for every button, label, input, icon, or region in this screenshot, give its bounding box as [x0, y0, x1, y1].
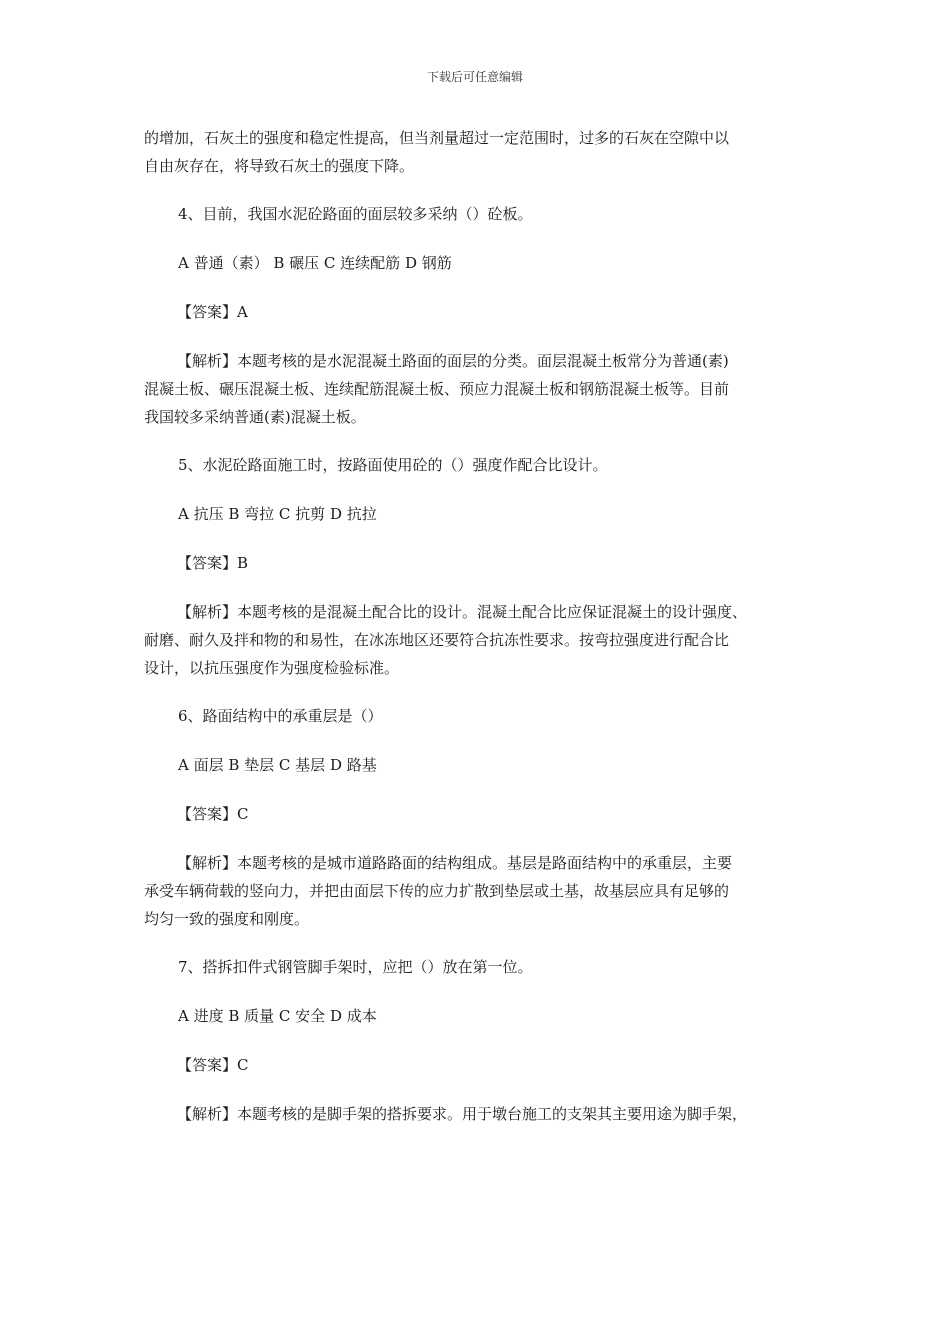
- question-4-analysis: [144, 347, 816, 431]
- question-6-analysis: [144, 849, 816, 933]
- question-6-answer: 【答案】C: [177, 805, 249, 823]
- question-7-options: A 进度 B 质量 C 安全 D 成本: [178, 1007, 377, 1025]
- question-4: 4、目前，我国水泥砼路面的面层较多采纳（）砼板。: [178, 205, 533, 223]
- page-header: 下载后可任意编辑: [426, 70, 523, 84]
- question-5-answer: 【答案】B: [177, 554, 249, 572]
- question-6: 6、路面结构中的承重层是（）: [178, 707, 383, 725]
- document-body: [144, 124, 816, 1128]
- question-5-analysis: [144, 598, 816, 682]
- question-5-options: A 抗压 B 弯拉 C 抗剪 D 抗拉: [178, 505, 377, 523]
- question-7-analysis: [144, 1100, 816, 1128]
- paragraph-line: 设计，以抗压强度作为强度检验标准。: [144, 659, 400, 677]
- paragraph-line: 承受车辆荷载的竖向力，并把由面层下传的应力扩散到垫层或土基，故基层应具有足够的: [144, 882, 730, 900]
- question-7: 7、搭拆扣件式钢管脚手架时，应把（）放在第一位。: [178, 958, 533, 976]
- paragraph-line: 混凝土板、碾压混凝土板、连续配筋混凝土板、预应力混凝土板和钢筋混凝土板等。目前: [144, 380, 730, 398]
- question-4-options: A 普通（素） B 碾压 C 连续配筋 D 钢筋: [178, 254, 452, 272]
- question-6-options: A 面层 B 垫层 C 基层 D 路基: [178, 756, 377, 774]
- paragraph-line: 我国较多采纳普通(素)混凝土板。: [144, 408, 366, 426]
- question-7-answer: 【答案】C: [177, 1056, 249, 1074]
- paragraph-line: 的增加，石灰土的强度和稳定性提高，但当剂量超过一定范围时，过多的石灰在空隙中以: [144, 129, 730, 147]
- paragraph-line: 均匀一致的强度和刚度。: [144, 910, 310, 928]
- paragraph-line: 耐磨、耐久及拌和物的和易性，在冰冻地区还要符合抗冻性要求。按弯拉强度进行配合比: [144, 631, 730, 649]
- paragraph-line: 【解析】本题考核的是脚手架的搭拆要求。用于墩台施工的支架其主要用途为脚手架，: [177, 1105, 748, 1123]
- intro-paragraph: [144, 124, 816, 180]
- paragraph-line: 【解析】本题考核的是城市道路路面的结构组成。基层是路面结构中的承重层，主要: [177, 854, 733, 872]
- question-5: 5、水泥砼路面施工时，按路面使用砼的（）强度作配合比设计。: [178, 456, 608, 474]
- paragraph-line: 自由灰存在，将导致石灰土的强度下降。: [144, 157, 415, 175]
- paragraph-line: 【解析】本题考核的是水泥混凝土路面的面层的分类。面层混凝土板常分为普通(素): [177, 352, 729, 370]
- paragraph-line: 【解析】本题考核的是混凝土配合比的设计。混凝土配合比应保证混凝土的设计强度、: [177, 603, 748, 621]
- question-4-answer: 【答案】A: [177, 303, 248, 321]
